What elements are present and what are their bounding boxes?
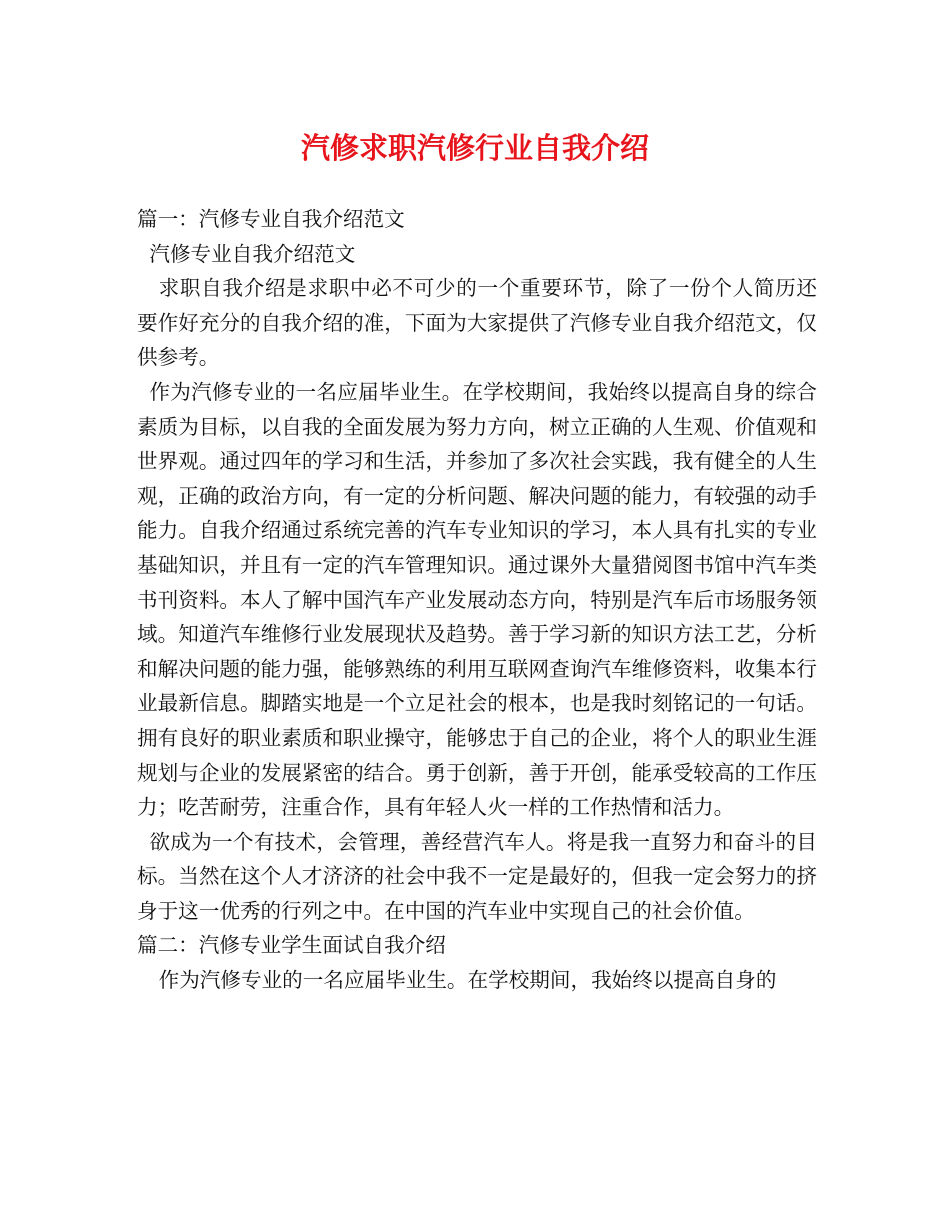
section-1-subheading: 汽修专业自我介绍范文 <box>149 241 356 266</box>
section-2-heading: 篇二：汽修专业学生面试自我介绍 <box>137 933 446 958</box>
document-title: 汽修求职汽修行业自我介绍 <box>300 131 649 165</box>
document-body <box>137 202 817 998</box>
section-1-paragraph-3: 欲成为一个有技术，会管理，善经营汽车人。将是我一直努力和奋斗的目标。当然在这个人才济济的社会中我不一定是最好的，但我一定会努力的挤身于这一优秀的行列之中。在中国的汽车业中实现自己的社会价值。 <box>137 829 817 923</box>
section-2-paragraph-1: 作为汽修专业的一名应届毕业生。在学校期间，我始终以提高自身的 <box>158 968 777 993</box>
section-1-paragraph-2: 作为汽修专业的一名应届毕业生。在学校期间，我始终以提高自身的综合素质为目标，以自我的全面发展为努力方向，树立正确的人生观、价值观和世界观。通过四年的学习和生活，并参加了多次社会实践，我有健全的人生观，正确的政治方向，有一定的分析问题、解决问题的能力，有较强的动手能力。自我介绍通过系统完善的汽车专业知识的学习，本人具有扎实的专业基础知识，并且有一定的汽车管理知识。通过课外大量猎阅图书馆中汽车类书刊资料。本人了解中国汽车产业发展动态方向，特别是汽车后市场服务领域。知道汽车维修行业发展现状及趋势。善于学习新的知识方法工艺，分析和解决问题的能力强，能够熟练的利用互联网查询汽车维修资料，收集本行业最新信息。脚踏实地是一个立足社会的根本，也是我时刻铭记的一句话。拥有良好的职业素质和职业操守，能够忠于自己的企业，将个人的职业生涯规划与企业的发展紧密的结合。勇于创新，善于开创，能承受较高的工作压力；吃苦耐劳，注重合作，具有年轻人火一样的工作热情和活力。 <box>137 379 817 820</box>
section-1-paragraph-1: 求职自我介绍是求职中必不可少的一个重要环节，除了一份个人简历还要作好充分的自我介绍的准，下面为大家提供了汽修专业自我介绍范文，仅供参考。 <box>137 276 817 370</box>
section-1-heading: 篇一：汽修专业自我介绍范文 <box>137 207 405 231</box>
